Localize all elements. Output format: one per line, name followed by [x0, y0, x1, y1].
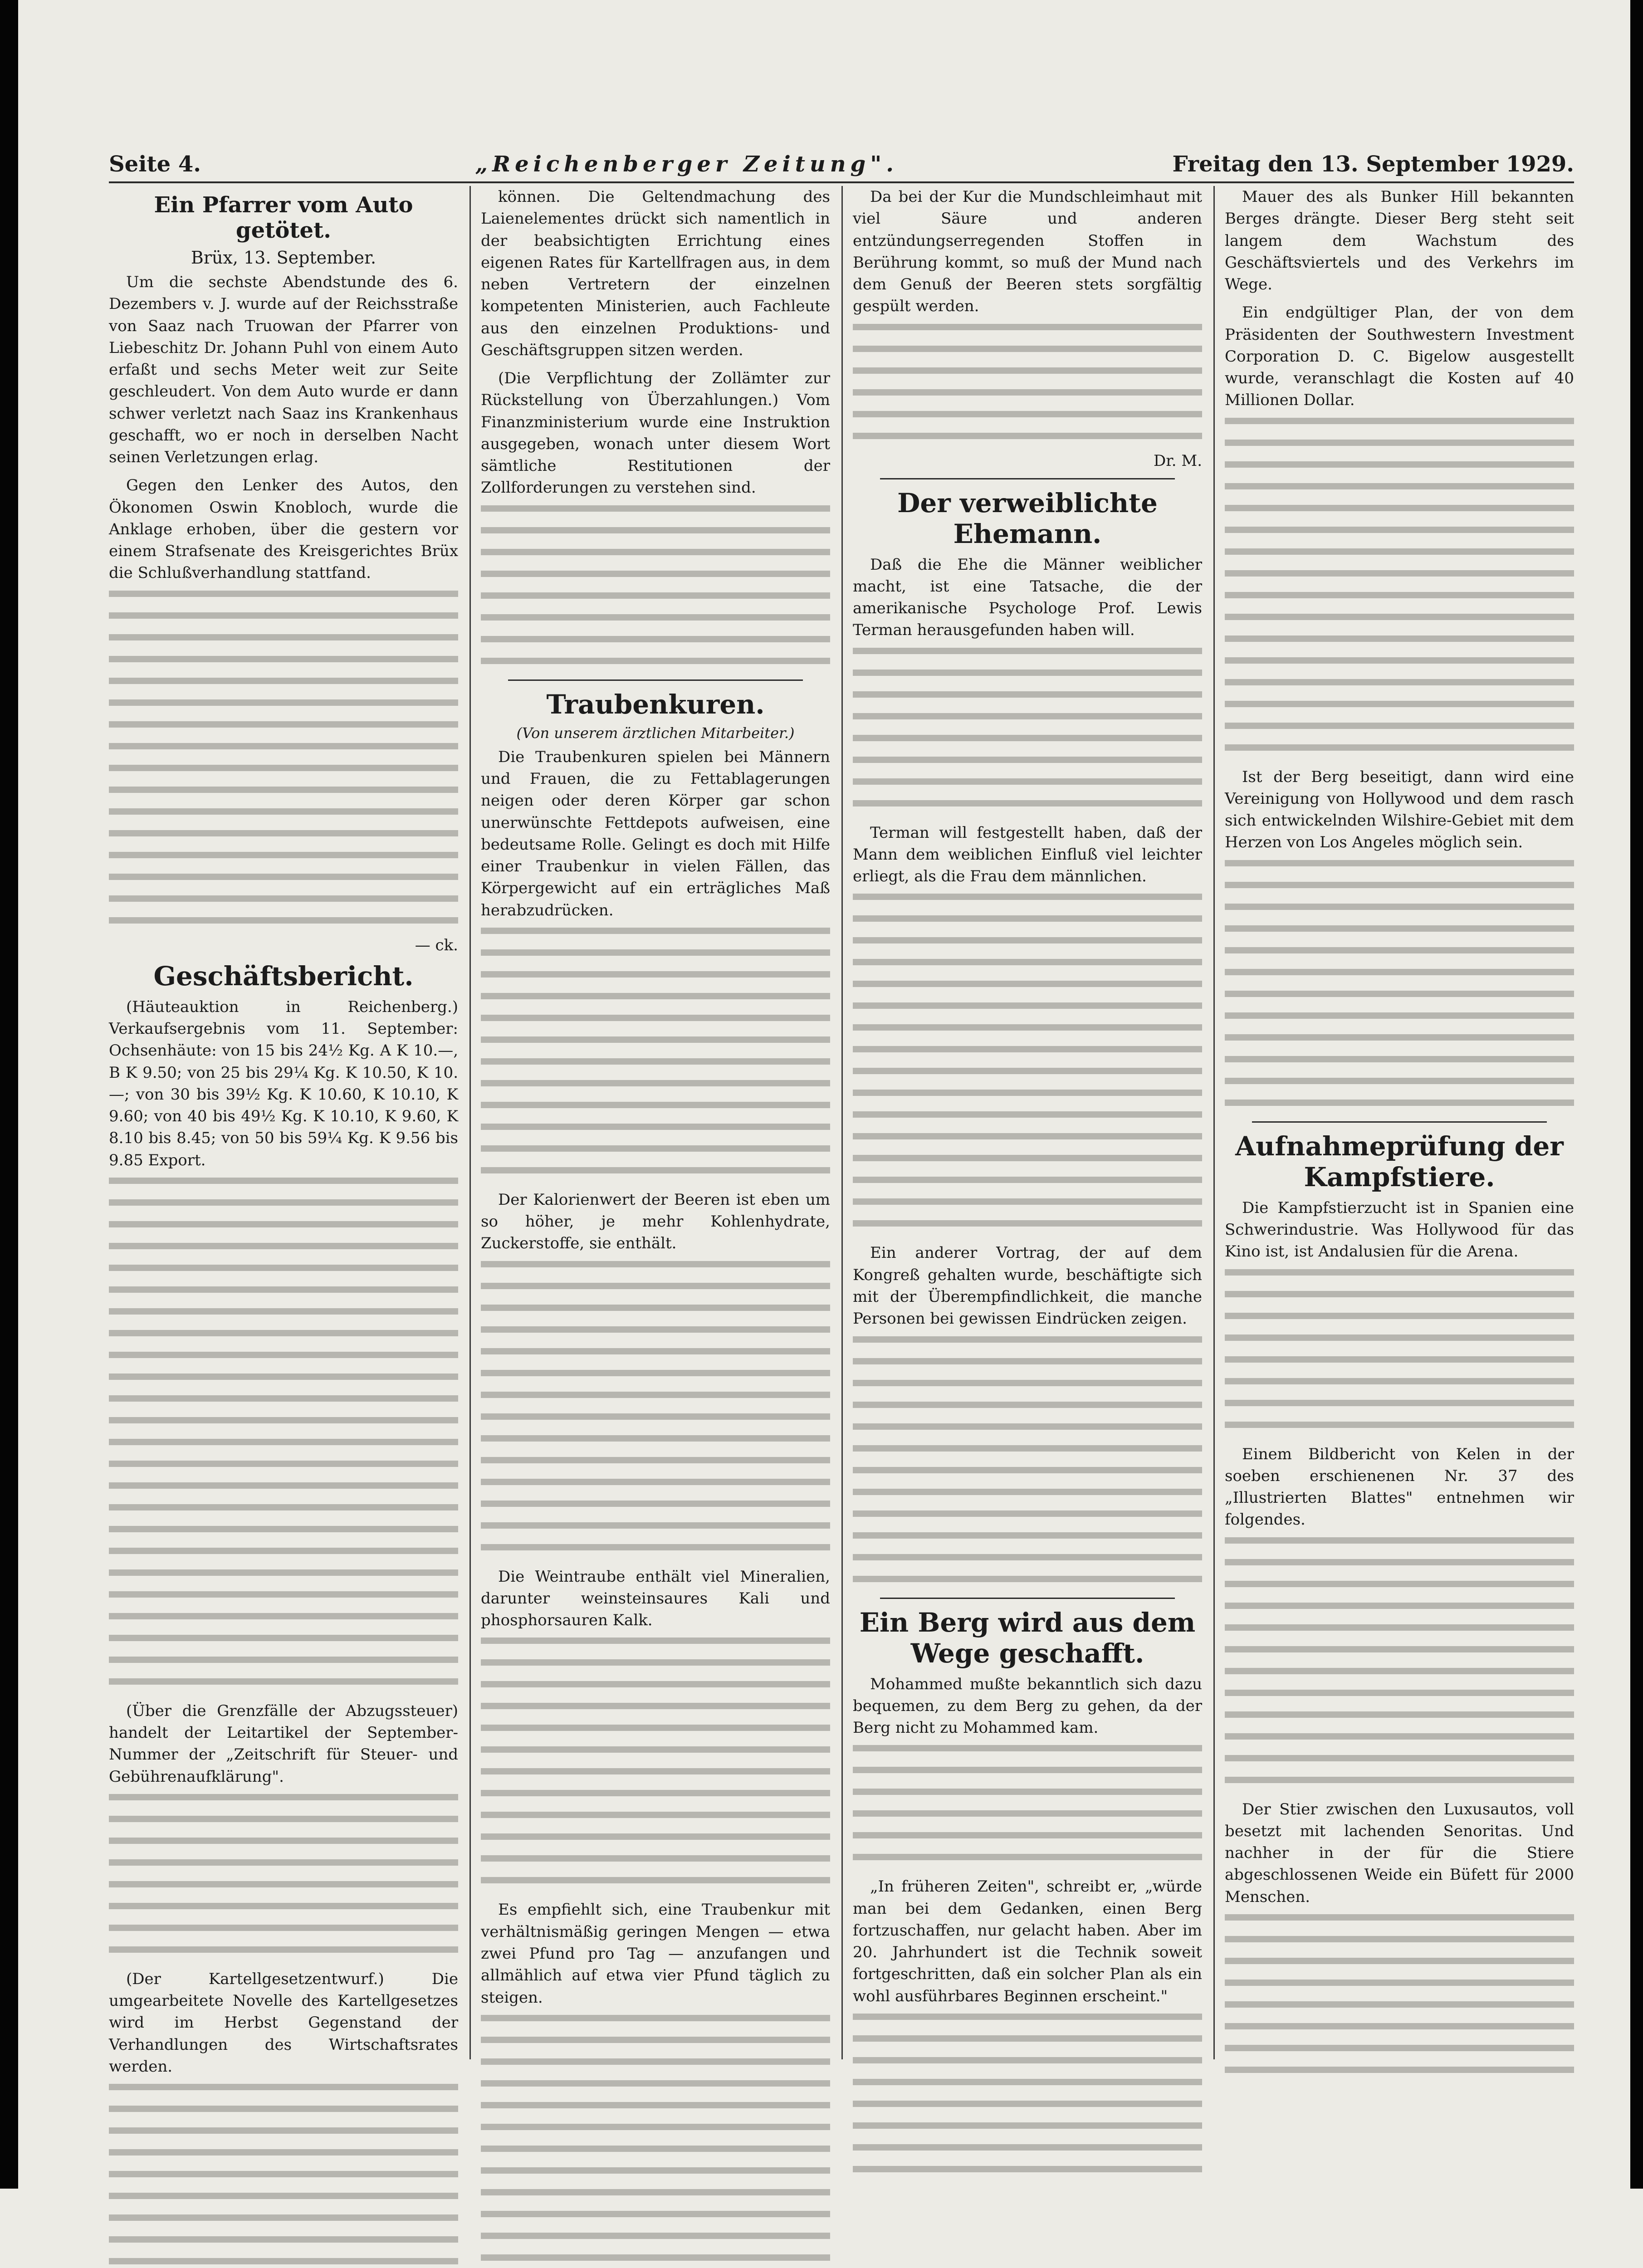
article-paragraph: Ein endgültiger Plan, der von dem Präsidenten der Southwestern Investment Corporation D. C. Bigelow ausgestellt wurde, veranschlagt die Kosten auf 40 Millionen Dollar. — [1225, 303, 1574, 410]
article-title: Der verweiblichte Ehemann. — [897, 487, 1158, 549]
article-paragraph: Der Kalorienwert der Beeren ist eben um so höher, je mehr Kohlenhydrate, Zuckerstoffe, sie enthält. — [481, 1190, 830, 1253]
article-separator — [508, 679, 803, 681]
article-separator — [1252, 1121, 1547, 1123]
text-lines-placeholder — [481, 1637, 830, 1883]
text-lines-placeholder — [1225, 1537, 1574, 1783]
scan-edge-left — [0, 0, 18, 2189]
article-paragraph: Der Stier zwischen den Luxusautos, voll besetzt mit lachenden Senoritas. Und nachher in der für die Stiere abgeschlossenen Weide ein Büfett für 2000 Menschen. — [1225, 1800, 1574, 1906]
article-paragraph: Da bei der Kur die Mundschleimhaut mit viel Säure und anderen entzündungserregenden Stoffen in Berührung kommt, so muß der Mund nach dem Genuß der Beeren stets sorgfältig gespült werden. — [853, 188, 1202, 316]
text-lines-placeholder — [481, 2015, 830, 2268]
article-paragraph: Mauer des als Bunker Hill bekannten Berges drängte. Dieser Berg steht seit langem dem Wachstum des Geschäftsviertels und des Verkehrs im Wege. — [1225, 188, 1574, 294]
text-lines-placeholder — [853, 1336, 1202, 1582]
text-lines-placeholder — [1225, 1269, 1574, 1428]
page-header — [109, 136, 1574, 183]
text-lines-placeholder — [1225, 860, 1574, 1106]
article-dateline: Brüx, 13. September. — [191, 248, 377, 268]
article-paragraph: Um die sechste Abendstunde des 6. Dezembers v. J. wurde auf der Reichsstraße von Saaz nach Truowan der Pfarrer von Liebeschitz Dr. Johann Puhl von einem Auto erfaßt und sechs Meter weit zur Seite geschleudert. Von dem Auto wurde er dann schwer verletzt nach Saaz ins Krankenhaus geschafft, wo er noch in derselben Nacht seinen Verletzungen erlag. — [109, 273, 458, 467]
article-title: Ein Pfarrer vom Auto getötet. — [154, 192, 413, 243]
newspaper-title: „Reichenberger Zeitung". — [475, 152, 898, 177]
article-separator — [880, 1598, 1175, 1599]
article-paragraph: Ein anderer Vortrag, der auf dem Kongreß gehalten wurde, beschäftigte sich mit der Überempfindlichkeit, die manche Personen bei gewissen Eindrücken zeigen. — [853, 1244, 1202, 1328]
article-paragraph: Daß die Ehe die Männer weiblicher macht, ist eine Tatsache, die der amerikanische Psychologe Prof. Lewis Terman herausgefunden haben will. — [853, 555, 1202, 640]
article-paragraph: Die Weintraube enthält viel Mineralien, darunter weinsteinsaures Kali und phosphorsauren Kalk. — [481, 1567, 830, 1630]
text-lines-placeholder — [481, 1261, 830, 1550]
text-lines-placeholder — [853, 1745, 1202, 1860]
page-number: Seite 4. — [109, 152, 201, 177]
column-rule — [841, 186, 843, 2059]
article-paragraph: können. Die Geltendmachung des Laienelementes drückt sich namentlich in der beabsichtigten Errichtung eines eigenen Rates für Kartellfragen aus, in dem neben Vertretern der einzelnen kompetenten Ministerien, auch Fachleute aus den einzelnen Produktions- und Geschäftsgruppen sitzen werden. — [481, 188, 830, 359]
text-lines-placeholder — [853, 648, 1202, 807]
article-paragraph: Einem Bildbericht von Kelen in der soeben erschienenen Nr. 37 des „Illustrierten Blattes" entnehmen wir folgendes. — [1225, 1445, 1574, 1529]
column-rule — [469, 186, 471, 2059]
scan-edge-right — [1630, 0, 1643, 2189]
article-signature: Dr. M. — [1153, 451, 1202, 470]
article-paragraph: Gegen den Lenker des Autos, den Ökonomen Oswin Knobloch, wurde die Anklage erhoben, über die gestern vor einem Strafsenate des Kreisgerichtes Brüx die Schlußverhandlung stattfand. — [109, 476, 458, 582]
column-rule — [1213, 186, 1215, 2059]
article-paragraph: Mohammed mußte bekanntlich sich dazu bequemen, zu dem Berg zu gehen, da der Berg nicht zu Mohammed kam. — [853, 1675, 1202, 1737]
article-paragraph: „In früheren Zeiten", schreibt er, „würde man bei dem Gedanken, einen Berg fortzuschaffen, nur gelacht haben. Aber im 20. Jahrhundert ist die Technik soweit fortgeschritten, daß ein solcher Plan als ein wohl ausführbares Beginnen erscheint." — [853, 1877, 1202, 2005]
article-title: Ein Berg wird aus dem Wege geschafft. — [859, 1607, 1196, 1669]
column-2 — [481, 186, 830, 2059]
article-paragraph: (Häuteauktion in Reichenberg.) Verkaufsergebnis vom 11. September: Ochsenhäute: von 15 bis 24½ Kg. A K 10.—, B K 9.50; von 25 bis 29¼ Kg. K 10.50, K 10.—; von 30 bis 39½ Kg. K 10.60, K 10.10, K 9.60; von 40 bis 49½ Kg. K 10.10, K 9.60, K 8.10 bis 8.45; von 50 bis 59¼ Kg. K 9.56 bis 9.85 Export. — [109, 997, 458, 1169]
text-lines-placeholder — [1225, 1914, 1574, 2073]
article-paragraph: (Der Kartellgesetzentwurf.) Die umgearbeitete Novelle des Kartellgesetzes wird im Herbst Gegenstand der Verhandlungen des Wirtschaftsrates werden. — [109, 1970, 458, 2076]
article-signature: — ck. — [415, 936, 458, 954]
article-paragraph: (Über die Grenzfälle der Abzugssteuer) handelt der Leitartikel der September-Nummer der „Zeitschrift für Steuer- und Gebührenaufklärung". — [109, 1701, 458, 1786]
column-4 — [1225, 186, 1574, 2059]
article-paragraph: Ist der Berg beseitigt, dann wird eine Vereinigung von Hollywood und dem rasch sich entwickelnden Wilshire-Gebiet mit dem Herzen von Los Angeles möglich sein. — [1225, 767, 1574, 852]
article-paragraph: Die Traubenkuren spielen bei Männern und Frauen, die zu Fettablagerungen neigen oder deren Körper gar schon unerwünschte Fettdepots aufweisen, eine bedeutsame Rolle. Gelingt es doch mit Hilfe einer Traubenkur in vielen Fällen, das Körpergewicht auf ein erträgliches Maß herabzudrücken. — [481, 748, 830, 919]
article-byline: (Von unserem ärztlichen Mitarbeiter.) — [516, 724, 795, 742]
text-lines-placeholder — [109, 591, 458, 924]
article-paragraph: Die Kampfstierzucht ist in Spanien eine Schwerindustrie. Was Hollywood für das Kino ist, ist Andalusien für die Arena. — [1225, 1198, 1574, 1261]
article-paragraph: Es empfiehlt sich, eine Traubenkur mit verhältnismäßig geringen Mengen — etwa zwei Pfund pro Tag — anzufangen und allmählich auf etwa vier Pfund täglich zu steigen. — [481, 1901, 830, 2007]
article-title: Geschäftsbericht. — [153, 960, 414, 992]
text-lines-placeholder — [109, 2084, 458, 2268]
column-3 — [853, 186, 1202, 2059]
text-lines-placeholder — [109, 1794, 458, 1953]
newspaper-page — [109, 136, 1574, 2076]
column-1 — [109, 186, 458, 2076]
article-paragraph: (Die Verpflichtung der Zollämter zur Rückstellung von Überzahlungen.) Vom Finanzministerium wurde eine Instruktion ausgegeben, wonach unter diesem Wort sämtliche Restitutionen der Zollforderungen zu verstehen sind. — [481, 369, 830, 497]
article-separator — [880, 478, 1175, 479]
article-paragraph: Terman will festgestellt haben, daß der Mann dem weiblichen Einfluß viel leichter erliegt, als die Frau dem männlichen. — [853, 823, 1202, 886]
text-lines-placeholder — [109, 1178, 458, 1685]
text-lines-placeholder — [481, 505, 830, 664]
article-title: Traubenkuren. — [546, 689, 765, 720]
issue-date: Freitag den 13. September 1929. — [1172, 152, 1574, 177]
text-lines-placeholder — [481, 928, 830, 1173]
columns — [109, 186, 1574, 2076]
article-title: Aufnahmeprüfung der Kampfstiere. — [1235, 1130, 1564, 1193]
text-lines-placeholder — [853, 324, 1202, 439]
text-lines-placeholder — [1225, 418, 1574, 751]
text-lines-placeholder — [853, 2014, 1202, 2172]
text-lines-placeholder — [853, 894, 1202, 1227]
